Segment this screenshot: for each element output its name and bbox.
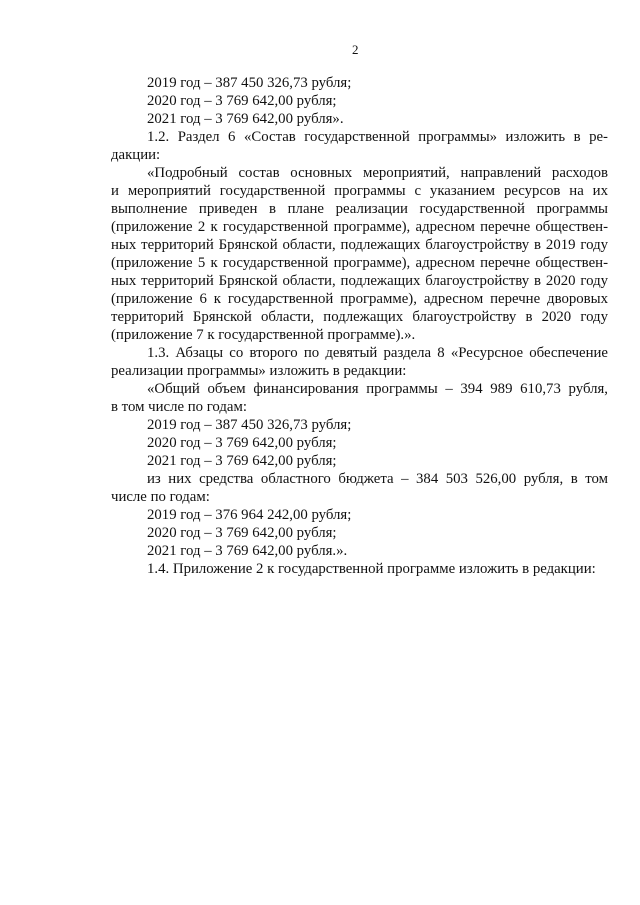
text-line: дакции: <box>111 147 161 163</box>
text-line: выполнение приведен в плане реализации государственной программы <box>111 201 608 217</box>
text-line: 1.2. Раздел 6 «Состав государственной программы» изложить в ре- <box>147 129 608 145</box>
text-line: 1.4. Приложение 2 к государственной программе изложить в редакции: <box>147 561 596 577</box>
text-line: 2020 год – 3 769 642,00 рубля; <box>147 525 337 541</box>
text-line: территорий Брянской области, подлежащих благоустройству в 2020 году <box>111 309 608 325</box>
text-line: (приложение 5 к государственной программе), адресном перечне обществен- <box>111 255 608 271</box>
text-line: ных территорий Брянской области, подлежащих благоустройству в 2019 году <box>111 237 608 253</box>
text-line: (приложение 2 к государственной программе), адресном перечне обществен- <box>111 219 608 235</box>
text-line: 2020 год – 3 769 642,00 рубля; <box>147 435 337 451</box>
text-line: ных территорий Брянской области, подлежащих благоустройству в 2020 году <box>111 273 608 289</box>
text-line: «Общий объем финансирования программы – 394 989 610,73 рубля, <box>147 381 608 397</box>
text-line: 2021 год – 3 769 642,00 рубля; <box>147 453 337 469</box>
text-line: (приложение 6 к государственной программе), адресном перечне дворовых <box>111 291 608 307</box>
text-line: «Подробный состав основных мероприятий, направлений расходов <box>147 165 608 181</box>
text-line: 2019 год – 387 450 326,73 рубля; <box>147 417 352 433</box>
text-line: 2019 год – 376 964 242,00 рубля; <box>147 507 352 523</box>
text-line: и мероприятий государственной программы с указанием ресурсов на их <box>111 183 608 199</box>
text-line: 2019 год – 387 450 326,73 рубля; <box>147 75 352 91</box>
page-number: 2 <box>352 42 359 57</box>
text-line: числе по годам: <box>111 489 210 505</box>
text-line: реализации программы» изложить в редакции: <box>111 363 407 379</box>
text-line: 2020 год – 3 769 642,00 рубля; <box>147 93 337 109</box>
text-line: в том числе по годам: <box>111 399 247 415</box>
text-line: 1.3. Абзацы со второго по девятый раздела 8 «Ресурсное обеспечение <box>147 345 608 361</box>
text-line: 2021 год – 3 769 642,00 рубля». <box>147 111 344 127</box>
text-line: 2021 год – 3 769 642,00 рубля.». <box>147 543 348 559</box>
text-line: из них средства областного бюджета – 384 503 526,00 рубля, в том <box>147 471 608 487</box>
text-line: (приложение 7 к государственной программе).». <box>111 327 416 343</box>
